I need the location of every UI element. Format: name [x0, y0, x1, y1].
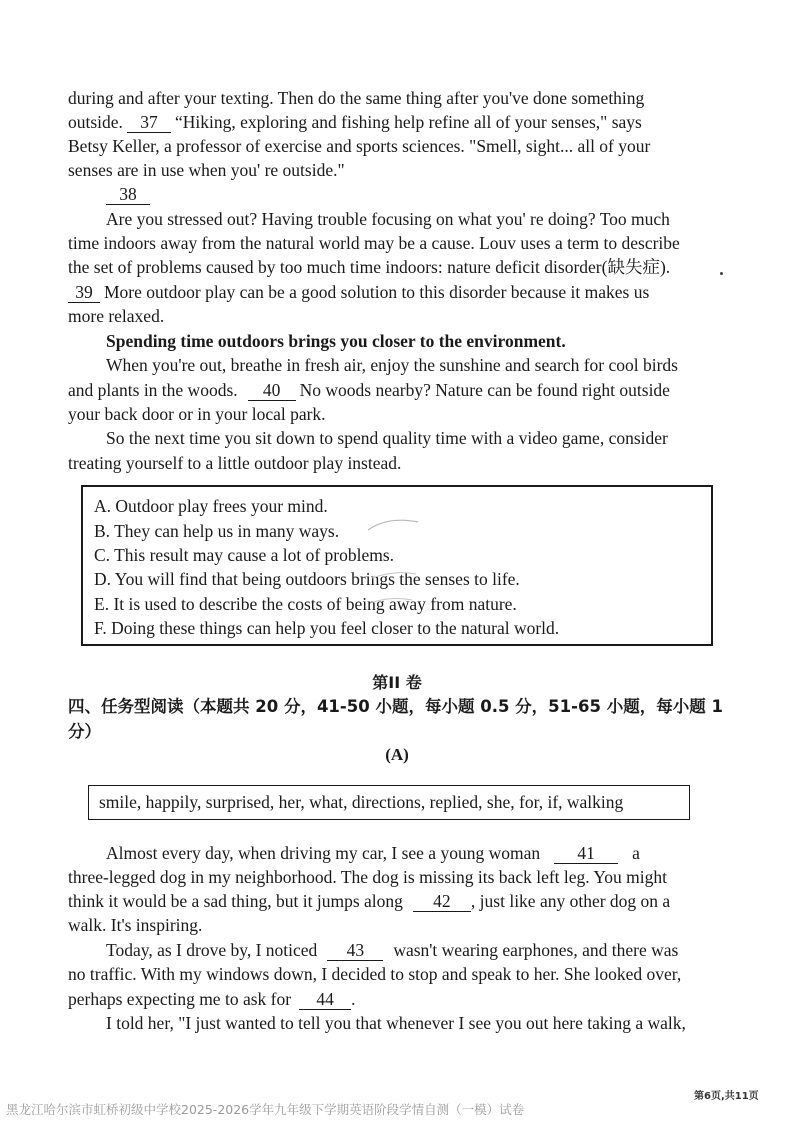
passage-line [68, 110, 642, 134]
passage-line [106, 182, 154, 206]
passage-line: during and after your texting. Then do the same thing after you've done something [68, 88, 645, 108]
blank-43[interactable]: 43 [327, 940, 383, 961]
story-text: a [632, 843, 640, 863]
story-text: wasn't wearing earphones, and there was [393, 940, 679, 960]
task-heading: 四、任务型阅读（本题共 20 分，41-50 小题，每小题 0.5 分，51-65 小题，每小题 1 [68, 697, 723, 716]
task-heading-cont: 分） [68, 722, 101, 741]
blank-42[interactable]: 42 [413, 891, 471, 912]
stray-dot [720, 272, 723, 275]
blank-39[interactable]: 39 [68, 282, 100, 303]
exam-title-footer: 黑龙江哈尔滨市虹桥初级中学校2025-2026学年九年级下学期英语阶段学情自测（一模）试卷 [6, 1102, 525, 1117]
story-text: , just like any other dog on a [470, 891, 671, 911]
option-a[interactable]: A. Outdoor play frees your mind. [94, 496, 328, 516]
passage-line: Betsy Keller, a professor of exercise and sports sciences. "Smell, sight... all of your [68, 136, 651, 156]
passage-line [68, 378, 670, 402]
story-line: three-legged dog in my neighborhood. The dog is missing its back left leg. You might [68, 867, 667, 887]
volume-title: 第II 卷 [372, 673, 422, 692]
subsection-label: (A) [385, 745, 409, 764]
story-line [68, 987, 355, 1011]
passage-text: No woods nearby? Nature can be found right outside [299, 380, 670, 400]
blank-44[interactable]: 44 [299, 989, 351, 1010]
story-text: . [351, 989, 356, 1009]
passage-text: More outdoor play can be a good solution to this disorder because it makes us [104, 282, 650, 302]
option-f[interactable]: F. Doing these things can help you feel closer to the natural world. [94, 618, 560, 638]
story-line: walk. It's inspiring. [68, 915, 203, 935]
passage-line: Are you stressed out? Having trouble focusing on what you' re doing? Too much [106, 209, 670, 229]
option-b[interactable]: B. They can help us in many ways. [94, 521, 340, 541]
passage-text: outside. [68, 112, 123, 132]
story-line [106, 841, 726, 865]
story-line: I told her, "I just wanted to tell you that whenever I see you out here taking a walk, [106, 1013, 686, 1033]
story-text: Today, as I drove by, I noticed [106, 940, 318, 960]
option-c[interactable]: C. This result may cause a lot of problems. [94, 545, 395, 565]
option-d[interactable]: D. You will find that being outdoors brings the senses to life. [94, 569, 520, 589]
passage-line: the set of problems caused by too much time indoors: nature deficit disorder(缺失症). [68, 257, 671, 277]
word-bank: smile, happily, surprised, her, what, directions, replied, she, for, if, walking [88, 785, 690, 820]
story-line: no traffic. With my windows down, I decided to stop and speak to her. She looked over, [68, 964, 682, 984]
passage-heading: Spending time outdoors brings you closer to the environment. [106, 331, 566, 351]
story-line [68, 889, 670, 913]
blank-40[interactable]: 40 [248, 380, 296, 401]
story-line [106, 938, 678, 962]
passage-text: and plants in the woods. [68, 380, 238, 400]
passage-text: “Hiking, exploring and fishing help refine all of your senses," says [174, 112, 642, 132]
passage-line [68, 280, 649, 304]
blank-41[interactable]: 41 [554, 843, 618, 864]
story-text: perhaps expecting me to ask for [68, 989, 292, 1009]
passage-line: So the next time you sit down to spend quality time with a video game, consider [106, 428, 668, 448]
pencil-mark [340, 508, 440, 608]
passage-line: senses are in use when you' re outside." [68, 160, 345, 180]
story-text: Almost every day, when driving my car, I see a young woman [106, 843, 541, 863]
blank-37[interactable]: 37 [127, 112, 171, 133]
blank-38[interactable]: 38 [106, 184, 150, 205]
story-text: think it would be a sad thing, but it jumps along [68, 891, 403, 911]
passage-line: When you're out, breathe in fresh air, enjoy the sunshine and search for cool birds [106, 355, 678, 375]
passage-line: treating yourself to a little outdoor play instead. [68, 453, 402, 473]
page-number: 第6页,共11页 [694, 1091, 759, 1102]
option-e[interactable]: E. It is used to describe the costs of being away from nature. [94, 594, 517, 614]
passage-line: time indoors away from the natural world may be a cause. Louv uses a term to describe [68, 233, 680, 253]
passage-line: your back door or in your local park. [68, 404, 326, 424]
passage-line: more relaxed. [68, 306, 165, 326]
